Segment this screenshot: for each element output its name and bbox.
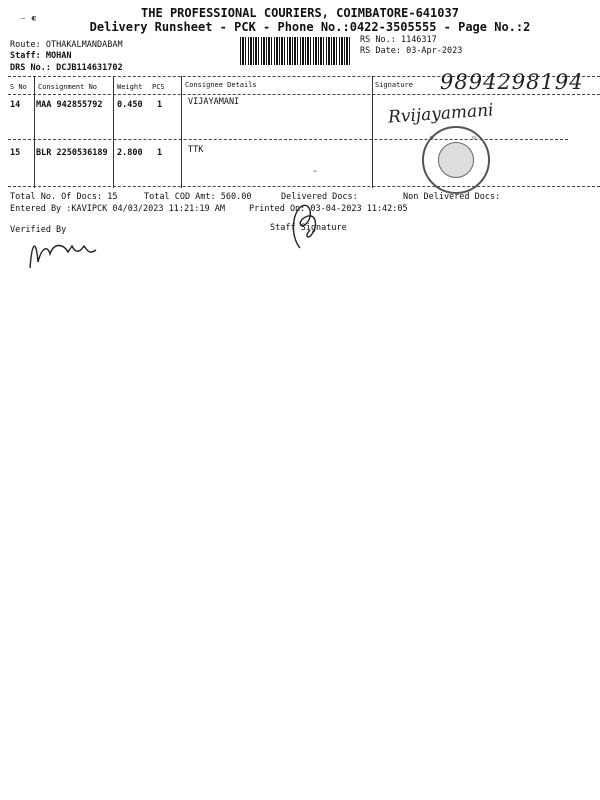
route-value: OTHAKALMANDABAM [45, 40, 123, 50]
verified-by-signature [24, 232, 104, 272]
verified-by-label: Verified By [10, 225, 67, 235]
staff-value: MOHAN [45, 51, 72, 61]
staff-line [10, 51, 71, 61]
handwritten-receiver-name: Rvijayamani [387, 100, 495, 128]
drs-value: DCJB114631702 [56, 63, 123, 73]
drs-label: DRS No.: [10, 63, 51, 73]
entered-by: Entered By :KAVIPCK 04/03/2023 11:21:19 AM [10, 204, 225, 214]
total-cod: Total COD Amt: 560.00 [144, 192, 252, 202]
col-weight-header: Weight [117, 83, 143, 91]
route-label: Route: [10, 40, 41, 50]
staff-signature-label: Staff Signature [270, 223, 347, 233]
barcode [240, 37, 352, 65]
row2-pcs: 1 [157, 148, 163, 158]
rs-no-label: RS No.: [360, 35, 396, 45]
row1-consignee: VIJAYAMANI [188, 97, 240, 107]
total-docs: Total No. Of Docs: 15 [10, 192, 118, 202]
col-divider [372, 76, 373, 188]
non-delivered-docs: Non Delivered Docs: [403, 192, 501, 202]
company-title: THE PROFESSIONAL COURIERS, COIMBATORE-641037 [141, 6, 459, 20]
rs-date-label: RS Date: [360, 46, 401, 56]
tick-mark-icon: - [312, 166, 319, 177]
col-sno-header: S No [10, 83, 27, 91]
table-bottom-rule [8, 186, 600, 187]
row1-consignment: MAA 942855792 [36, 100, 103, 110]
rs-date-value: 03-Apr-2023 [406, 46, 463, 56]
printed-on: Printed On: 03-04-2023 11:42:05 [249, 204, 408, 214]
stamp-emblem-icon [438, 142, 474, 178]
rs-no-line [360, 35, 437, 45]
scan-mark-icon: ⌣ ⁌ [20, 14, 37, 24]
row1-pcs: 1 [157, 100, 163, 110]
receiver-stamp-seal: o o [422, 126, 490, 194]
col-divider [34, 76, 35, 188]
route-line [10, 40, 123, 50]
col-consignee-header: Consignee Details [185, 81, 257, 89]
row2-consignment: BLR 2250536189 [36, 148, 108, 158]
row2-consignee: TTK [188, 145, 204, 155]
handwritten-phone: 9894298194 [440, 70, 584, 94]
staff-label: Staff: [10, 51, 41, 61]
rs-no-value: 1146317 [400, 35, 437, 45]
table-header-rule [8, 94, 600, 95]
row2-weight: 2.800 [117, 148, 143, 158]
row2-sno: 15 [10, 148, 21, 158]
row1-weight: 0.450 [117, 100, 143, 110]
col-consignment-header: Consignment No [38, 83, 98, 91]
row1-sno: 14 [10, 100, 21, 110]
delivered-docs: Delivered Docs: [281, 192, 358, 202]
staff-signature-mark [278, 196, 328, 254]
col-divider [113, 76, 114, 188]
rs-date-line [360, 46, 462, 56]
col-pcs-header: PCS [152, 83, 165, 91]
col-divider [181, 76, 182, 188]
runsheet-title: Delivery Runsheet - PCK - Phone No.:0422-3505555 - Page No.:2 [89, 20, 531, 34]
col-signature-header: Signature [375, 81, 413, 89]
drs-line [10, 63, 123, 73]
